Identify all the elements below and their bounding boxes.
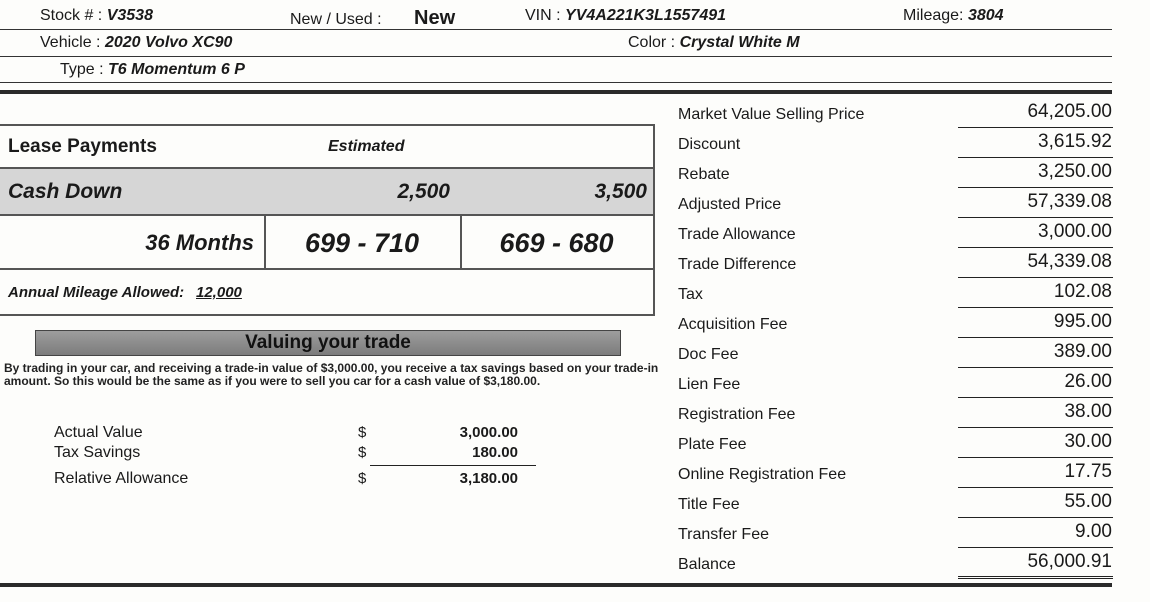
pricing-value: 102.08 xyxy=(1053,281,1112,302)
annual-mileage-row xyxy=(0,270,653,316)
pricing-underline xyxy=(958,397,1113,398)
term-label: 36 Months xyxy=(145,230,254,255)
pricing-underline xyxy=(958,157,1113,158)
pricing-row xyxy=(676,460,1116,490)
pricing-value: 55.00 xyxy=(1064,491,1112,512)
pricing-underline xyxy=(958,547,1113,548)
pricing-label: Rebate xyxy=(678,166,730,183)
pricing-value: 54,339.08 xyxy=(1027,251,1112,272)
pricing-label: Discount xyxy=(678,136,741,153)
pricing-underline xyxy=(958,247,1113,248)
estimated-label: Estimated xyxy=(328,138,405,155)
pricing-label: Title Fee xyxy=(678,496,740,513)
mileage-field: Mileage: 3804 xyxy=(903,7,1004,24)
pricing-row xyxy=(676,100,1116,130)
pricing-value: 3,250.00 xyxy=(1038,161,1112,182)
pricing-value: 30.00 xyxy=(1064,431,1112,452)
trade-row-actual: Actual Value $ 3,000.00 xyxy=(54,424,518,441)
payment-row xyxy=(0,216,653,270)
trade-row-tax-savings: Tax Savings $ 180.00 xyxy=(54,444,518,461)
pricing-label: Tax xyxy=(678,286,703,303)
pricing-row xyxy=(676,190,1116,220)
color-value: Crystal White M xyxy=(679,34,800,51)
pricing-value: 3,615.92 xyxy=(1038,131,1112,152)
pricing-row xyxy=(676,130,1116,160)
pricing-underline xyxy=(958,127,1113,128)
pricing-underline xyxy=(958,217,1113,218)
pricing-value: 64,205.00 xyxy=(1027,101,1112,122)
pricing-label: Plate Fee xyxy=(678,436,747,453)
cash-down-label: Cash Down xyxy=(8,180,123,203)
cash-down-option-2: 3,500 xyxy=(594,180,647,203)
trade-row-relative: Relative Allowance $ 3,180.00 xyxy=(54,470,518,487)
pricing-underline xyxy=(958,337,1113,338)
type-field: Type : T6 Momentum 6 P xyxy=(60,61,245,78)
pricing-row xyxy=(676,400,1116,430)
color-field: Color : Crystal White M xyxy=(628,34,800,51)
pricing-row xyxy=(676,490,1116,520)
pricing-value: 17.75 xyxy=(1064,461,1112,482)
pricing-underline xyxy=(958,517,1113,518)
cash-down-option-1: 2,500 xyxy=(397,180,450,203)
annual-mileage-value: 12,000 xyxy=(196,284,242,301)
pricing-label: Transfer Fee xyxy=(678,526,769,543)
trade-explanation: By trading in your car, and receiving a trade-in value of $3,000.00, you receive a tax savings based on your trade-in amount. So this would be the same as if you were to sell you car for a cash value of $3,180.00. xyxy=(4,361,659,388)
pricing-row xyxy=(676,430,1116,460)
pricing-underline xyxy=(958,576,1113,579)
pricing-row xyxy=(676,160,1116,190)
cash-down-row xyxy=(0,169,653,216)
pricing-row xyxy=(676,370,1116,400)
vin-number: YV4A221K3L1557491 xyxy=(565,7,727,24)
payment-range-1: 699 - 710 xyxy=(304,228,420,258)
lease-title: Lease Payments xyxy=(8,136,157,157)
stock-number: V3538 xyxy=(106,7,153,24)
pricing-value: 57,339.08 xyxy=(1027,191,1112,212)
pricing-row xyxy=(676,550,1116,580)
pricing-label: Trade Allowance xyxy=(678,226,796,243)
new-used-value: New xyxy=(414,7,456,29)
payment-cell-1 xyxy=(264,216,462,270)
footer-divider xyxy=(0,583,1112,587)
pricing-underline xyxy=(958,487,1113,488)
pricing-value: 9.00 xyxy=(1075,521,1112,542)
vin-field: VIN : YV4A221K3L1557491 xyxy=(525,7,727,24)
mileage-value: 3804 xyxy=(967,7,1004,24)
pricing-row xyxy=(676,340,1116,370)
pricing-label: Registration Fee xyxy=(678,406,796,423)
pricing-label: Lien Fee xyxy=(678,376,741,393)
pricing-value: 38.00 xyxy=(1064,401,1112,422)
term-cell xyxy=(0,216,266,270)
pricing-underline xyxy=(958,367,1113,368)
pricing-row xyxy=(676,310,1116,340)
pricing-row xyxy=(676,220,1116,250)
payment-cell-2 xyxy=(460,216,653,270)
vehicle-field: Vehicle : 2020 Volvo XC90 xyxy=(40,34,233,51)
pricing-label: Online Registration Fee xyxy=(678,466,847,483)
pricing-underline xyxy=(958,277,1113,278)
annual-mileage-label: Annual Mileage Allowed: xyxy=(8,284,185,301)
lease-payments-box xyxy=(0,124,655,316)
pricing-value: 56,000.91 xyxy=(1027,551,1112,572)
pricing-underline xyxy=(958,427,1113,428)
pricing-underline xyxy=(958,187,1113,188)
pricing-label: Doc Fee xyxy=(678,346,739,363)
header-divider xyxy=(0,90,1112,94)
pricing-row xyxy=(676,520,1116,550)
pricing-row xyxy=(676,280,1116,310)
valuing-trade-banner: Valuing your trade xyxy=(35,330,621,356)
lease-title-row xyxy=(0,126,653,169)
stock-field: Stock # : V3538 xyxy=(40,7,153,24)
new-used-field: New / Used : New xyxy=(290,7,456,29)
type-value: T6 Momentum 6 P xyxy=(108,61,245,78)
pricing-value: 389.00 xyxy=(1053,341,1112,362)
pricing-underline xyxy=(958,457,1113,458)
pricing-row xyxy=(676,250,1116,280)
pricing-label: Market Value Selling Price xyxy=(678,106,865,123)
pricing-label: Adjusted Price xyxy=(678,196,782,213)
pricing-label: Trade Difference xyxy=(678,256,797,273)
pricing-value: 995.00 xyxy=(1053,311,1112,332)
vehicle-value: 2020 Volvo XC90 xyxy=(104,34,233,51)
pricing-label: Balance xyxy=(678,556,736,573)
pricing-value: 26.00 xyxy=(1064,371,1112,392)
pricing-value: 3,000.00 xyxy=(1038,221,1112,242)
payment-range-2: 669 - 680 xyxy=(499,228,614,258)
pricing-label: Acquisition Fee xyxy=(678,316,788,333)
pricing-underline xyxy=(958,307,1113,308)
